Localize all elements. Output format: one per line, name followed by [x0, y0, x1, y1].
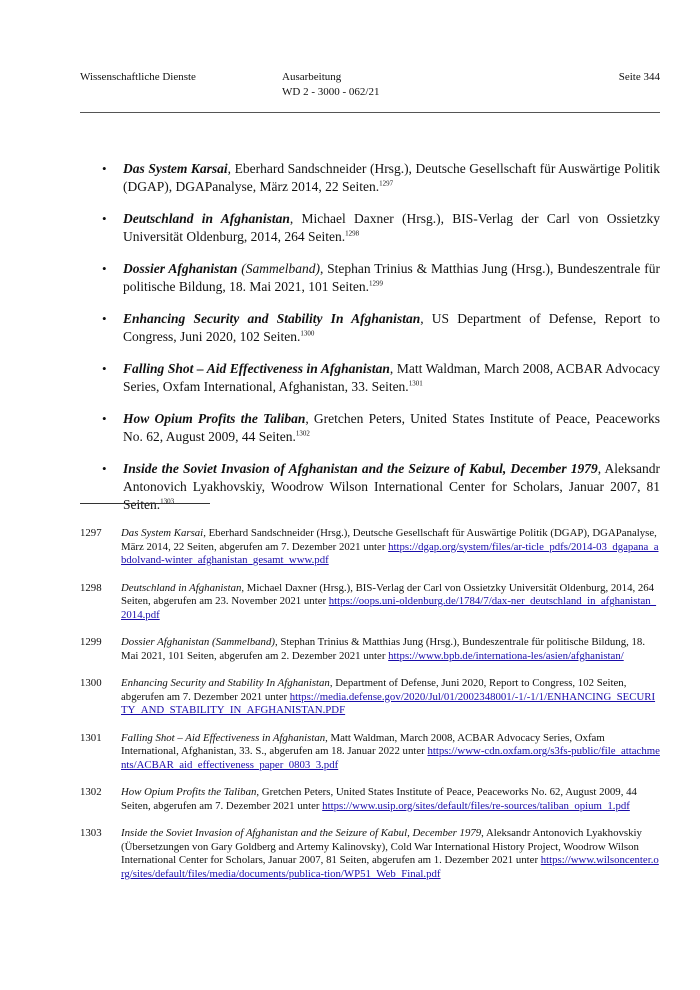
bullet-icon: •	[102, 211, 107, 226]
footnote-number: 1300	[80, 677, 102, 689]
item-title: Inside the Soviet Invasion of Afghanistan and the Seizure of Kabul, December 1979	[123, 461, 598, 476]
list-item	[80, 310, 660, 346]
header-doc-number: WD 2 - 3000 - 062/21	[282, 86, 380, 98]
footnote-ref[interactable]: 1298	[345, 229, 360, 238]
footnote-title: Dossier Afghanistan (Sammelband)	[121, 636, 275, 648]
footnote-number: 1302	[80, 786, 102, 798]
footnote-title: Enhancing Security and Stability In Afghanistan	[121, 677, 330, 689]
footnote-number: 1298	[80, 581, 102, 594]
footnote-link[interactable]: https://www.bpb.de/internationa-les/asien/afghanistan/	[388, 649, 624, 662]
footnote-text: , Department of Defense, Juni 2020, Report to Congress, 102 Seiten, abgerufen am 7. Dezember 2021 unter	[121, 677, 627, 703]
footnote-text: , Gretchen Peters, United States Institute of Peace, Peaceworks No. 62, August 2009, 44 Seiten, abgerufen am 7. Dezember 2021 unter	[121, 786, 637, 812]
item-details: , US Department of Defense, Report to Congress, Juni 2020, 102 Seiten.	[123, 311, 660, 344]
bullet-icon: •	[102, 261, 107, 276]
item-details: , Matt Waldman, March 2008, ACBAR Advocacy Series, Oxfam International, Afghanistan, 33. Seiten.	[123, 361, 660, 394]
list-item	[80, 160, 660, 196]
footnote-ref[interactable]: 1300	[300, 329, 315, 338]
list-item	[80, 460, 660, 514]
footnote-link[interactable]: https://www.usip.org/sites/default/files/re-sources/taliban_opium_1.pdf	[322, 799, 630, 812]
footnote-number: 1299	[80, 636, 102, 648]
bullet-icon: •	[102, 361, 107, 376]
item-details: , Eberhard Sandschneider (Hrsg.), Deutsche Gesellschaft für Auswärtige Politik (DGAP), DGAPanalyse, März 2014, 22 Seiten.	[123, 161, 660, 194]
footnote-link[interactable]: https://www-cdn.oxfam.org/s3fs-public/file_attachments/ACBAR_aid_effectiveness_paper_0803_3.pdf	[121, 745, 660, 771]
footnote	[80, 582, 660, 623]
footnote-ref[interactable]: 1299	[369, 279, 383, 288]
bullet-icon: •	[102, 161, 107, 176]
footnote-ref[interactable]: 1303	[160, 497, 175, 506]
header-document-info	[282, 70, 379, 100]
item-details: , Stephan Trinius & Matthias Jung (Hrsg.), Bundeszentrale für politische Bildung, 18. Mai 2021, 101 Seiten.	[123, 261, 661, 294]
footnote-ref[interactable]: 1301	[408, 379, 423, 388]
footnote	[80, 527, 660, 568]
footnote-link[interactable]: https://dgap.org/system/files/ar-ticle_pdfs/2014-03_dgapana_abdolvand-winter_afghanistan_gesamt_www.pdf	[121, 540, 659, 566]
item-title: How Opium Profits the Taliban	[123, 411, 306, 426]
footnote-ref[interactable]: 1302	[295, 429, 310, 438]
bullet-icon: •	[102, 461, 107, 476]
item-details: , Aleksandr Antonovich Lyakhovskiy, Woodrow Wilson International Center for Scholars, Januar 2007, 81 Seiten.	[123, 461, 660, 512]
list-item	[80, 360, 660, 396]
footnote-title: Deutschland in Afghanistan	[121, 581, 242, 594]
footnote-link[interactable]: https://www.wilsoncenter.org/sites/default/files/media/documents/publica-tion/WP51_Web_Final.pdf	[121, 854, 659, 880]
footnotes	[80, 527, 660, 895]
footnote	[80, 677, 660, 718]
footnote-title: How Opium Profits the Taliban	[121, 786, 257, 798]
footnote	[80, 786, 660, 813]
bullet-icon: •	[102, 311, 107, 326]
footnote-text: , Stephan Trinius & Matthias Jung (Hrsg.), Bundeszentrale für politische Bildung, 18. Mai 2021, 101 Seiten, abgerufen am 2. Dezember 2021 unter	[121, 636, 646, 662]
footnote-separator	[80, 503, 210, 504]
item-details: , Michael Daxner (Hrsg.), BIS-Verlag der Carl von Ossietzky Universität Oldenburg, 2014, 264 Seiten.	[123, 211, 660, 244]
footnote-title: Das System Karsai	[121, 527, 204, 539]
header-doc-type: Ausarbeitung	[282, 71, 342, 83]
list-item	[80, 410, 660, 446]
item-title: Enhancing Security and Stability In Afghanistan	[123, 311, 421, 326]
header-department: Wissenschaftliche Dienste	[80, 71, 196, 83]
footnote-link[interactable]: https://media.defense.gov/2020/Jul/01/2002348001/-1/-1/1/ENHANCING_SECURITY_AND_STABILITY_IN_AFGHANISTAN.PDF	[121, 690, 656, 716]
footnote-text: , Aleksandr Antonovich Lyakhovskiy (Übersetzungen von Gary Goldberg and Artemy Kalinovsky), Cold War International History Project, Woodrow Wilson International Center for Scholars, Januar 2007, 81 Seiten, abgerufen am 1. Dezember 2021 unter	[121, 827, 642, 866]
item-details: , Gretchen Peters, United States Institute of Peace, Peaceworks No. 62, August 2009, 44 Seiten.	[123, 411, 660, 444]
footnote-title: Falling Shot – Aid Effectiveness in Afghanistan	[121, 731, 326, 744]
bibliography-list	[80, 160, 660, 528]
footnote	[80, 732, 660, 773]
item-title: Falling Shot – Aid Effectiveness in Afghanistan	[123, 361, 390, 376]
footnote	[80, 827, 660, 881]
item-subtitle: (Sammelband)	[237, 261, 320, 276]
footnote-link[interactable]: https://oops.uni-oldenburg.de/1784/7/dax-ner_deutschland_in_afghanistan_2014.pdf	[121, 595, 657, 621]
item-title: Dossier Afghanistan	[123, 261, 238, 276]
item-title: Das System Karsai	[123, 161, 228, 176]
footnote-title: Inside the Soviet Invasion of Afghanistan and the Seizure of Kabul, December 1979	[121, 827, 482, 839]
footnote-number: 1301	[80, 731, 102, 744]
page-header	[80, 70, 660, 113]
list-item	[80, 210, 660, 246]
footnote-text: , Matt Waldman, March 2008, ACBAR Advocacy Series, Oxfam International, Afghanistan, 33. S., abgerufen am 18. Januar 2022 unter	[121, 731, 605, 757]
bullet-icon: •	[102, 411, 107, 426]
header-page-number: Seite 344	[618, 71, 660, 83]
footnote-ref[interactable]: 1297	[379, 179, 394, 188]
list-item	[80, 260, 660, 296]
footnote-text: , Michael Daxner (Hrsg.), BIS-Verlag der Carl von Ossietzky Universität Oldenburg, 2014, 264 Seiten, abgerufen am 23. November 2021 unter	[121, 581, 655, 607]
footnote	[80, 636, 660, 663]
footnote-text: , Eberhard Sandschneider (Hrsg.), Deutsche Gesellschaft für Auswärtige Politik (DGAP), DGAPanalyse, März 2014, 22 Seiten, abgerufen am 7. Dezember 2021 unter	[121, 527, 657, 553]
item-title: Deutschland in Afghanistan	[123, 211, 290, 226]
footnote-number: 1303	[80, 827, 102, 839]
footnote-number: 1297	[80, 527, 102, 539]
